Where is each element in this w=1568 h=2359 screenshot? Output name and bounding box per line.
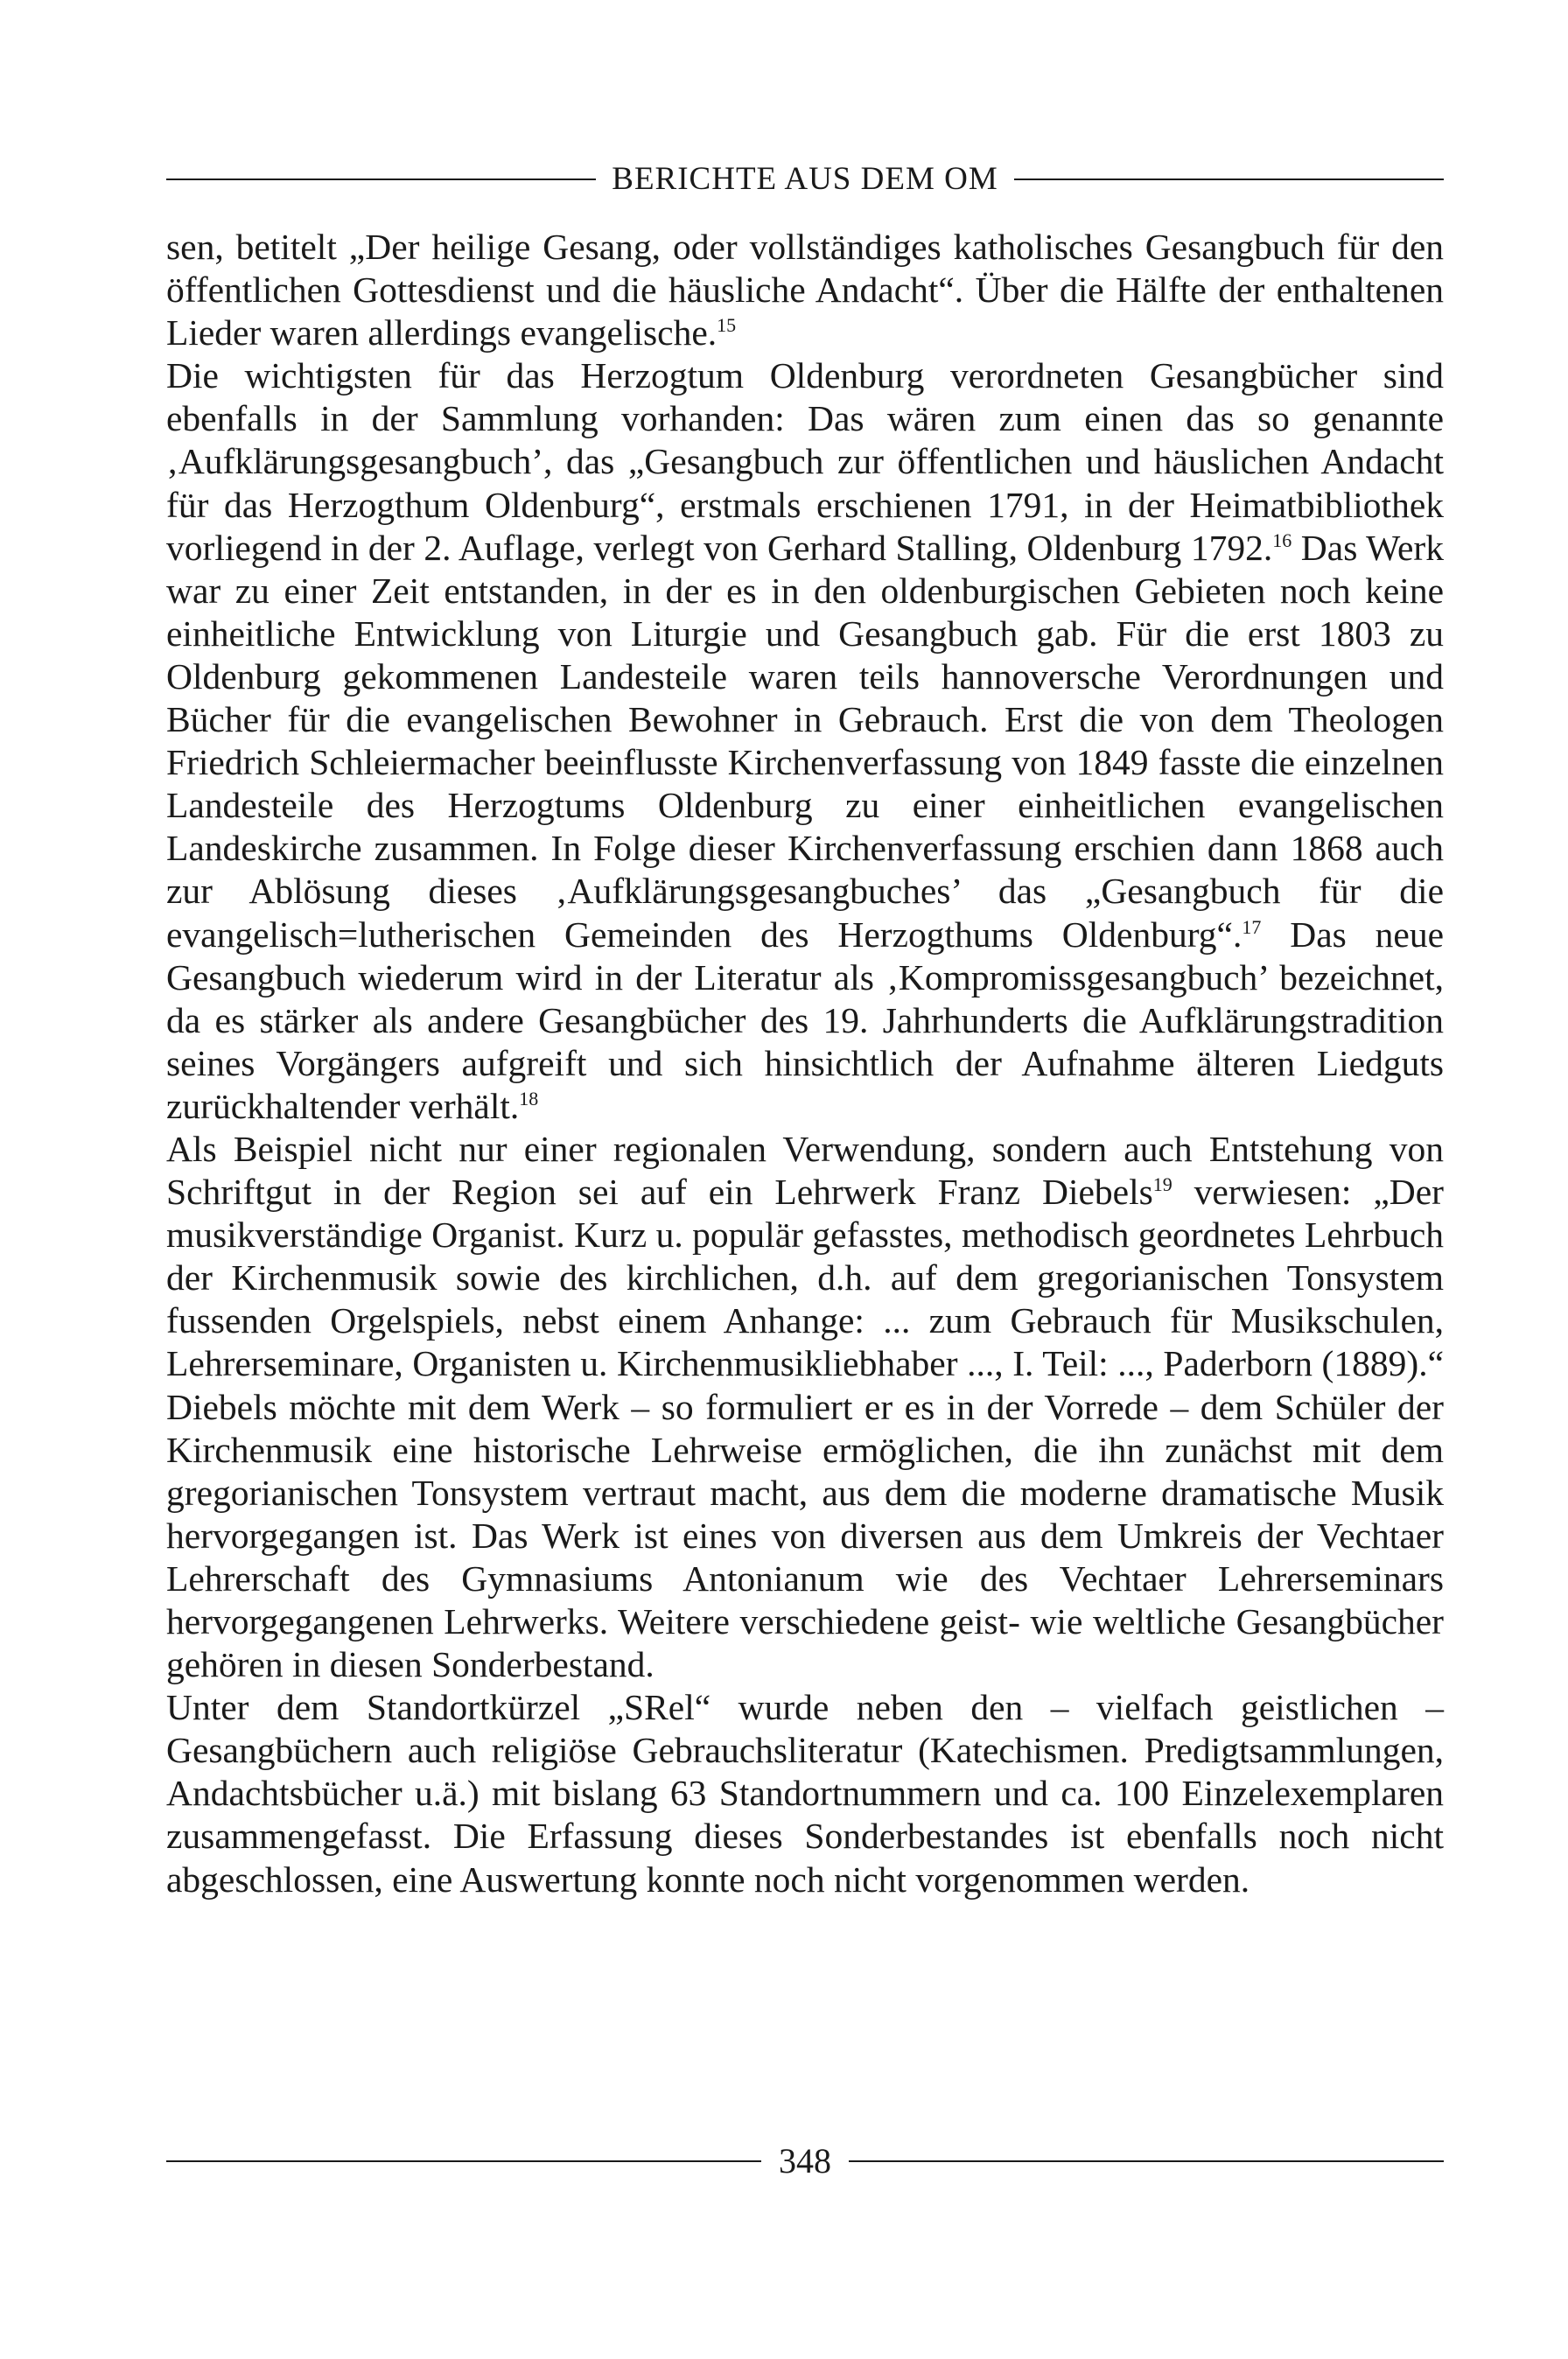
- paragraph-text: Unter dem Standortkürzel „SRel“ wurde neben den – vielfach geistlichen – Gesangbüchern auch religiöse Gebrauchsliteratur (Katechismen. Predigtsammlungen, Andachtsbücher u.ä.) mit bislang 63 Standortnummern und ca. 100 Einzelexemplaren zusammengefasst. Die Erfassung dieses Sonderbestandes ist ebenfalls noch nicht abgeschlossen, eine Auswertung konnte noch nicht vorgenommen werden.: [166, 1687, 1444, 1900]
- footnote-ref: 16: [1272, 528, 1292, 551]
- header-rule-right: [1014, 178, 1444, 180]
- footnote-ref: 18: [519, 1088, 539, 1110]
- footnote-ref: 15: [717, 314, 737, 337]
- paragraph: [166, 1686, 1444, 1900]
- paragraph-text: Das neue Gesangbuch wiederum wird in der Literatur als ‚Kompromissgesangbuch’ bezeichnet, da es stärker als andere Gesangbücher des 19. Jahrhunderts die Aufklärungstradition seines Vorgängers aufgreift und sich hinsichtlich der Aufnahme älteren Liedguts zurückhaltender verhält.: [166, 914, 1444, 1126]
- footnote-ref: 17: [1242, 915, 1262, 938]
- footer-rule-left: [166, 2160, 761, 2162]
- body-text: [166, 226, 1444, 1901]
- paragraph-text: sen, betitelt „Der heilige Gesang, oder vollständiges katholisches Gesangbuch für den öffentlichen Gottesdienst und die häusliche Andacht“. Über die Hälfte der enthaltenen Lieder waren allerdings evangelische.: [166, 227, 1444, 354]
- paragraph-text: Die wichtigsten für das Herzogtum Oldenburg verordneten Gesangbücher sind ebenfalls in der Sammlung vorhanden: Das wären zum einen das so genannte ‚Aufklärungsgesangbuch’, das „Gesangbuch zur öffentlichen und häuslichen Andacht für das Herzogthum Oldenburg“, erstmals erschienen 1791, in der Heimatbibliothek vorliegend in der 2. Auflage, verlegt von Gerhard Stalling, Oldenburg 1792.: [166, 355, 1444, 568]
- paragraph: [166, 226, 1444, 354]
- paragraph: [166, 1128, 1444, 1686]
- page-footer: [166, 2141, 1444, 2180]
- footnote-ref: 19: [1152, 1173, 1172, 1196]
- paragraph-text: Das Werk war zu einer Zeit entstanden, in der es in den oldenburgischen Gebieten noch keine einheitliche Entwicklung von Liturgie und Gesangbuch gab. Für die erst 1803 zu Oldenburg gekommenen Landesteile waren teils hannoversche Verordnungen und Bücher für die evangelischen Bewohner in Gebrauch. Erst die von dem Theologen Friedrich Schleiermacher beeinflusste Kirchenverfassung von 1849 fasste die einzelnen Landesteile des Herzogtums Oldenburg zu einer einheitlichen evangelischen Landeskirche zusammen. In Folge dieser Kirchenverfassung erschien dann 1868 auch zur Ablösung dieses ‚Aufklärungsgesangbuches’ das „Gesangbuch für die evangelisch=lutherischen Gemeinden des Herzogthums Oldenburg“.: [166, 527, 1444, 955]
- paragraph-text: verwiesen: „Der musikverständige Organist. Kurz u. populär gefasstes, methodisch geordnetes Lehrbuch der Kirchenmusik sowie des kirchlichen, d.h. auf dem gregorianischen Tonsystem fussenden Orgelspiels, nebst einem Anhange: ... zum Gebrauch für Musikschulen, Lehrerseminare, Organisten u. Kirchenmusikliebhaber ..., I. Teil: ..., Paderborn (1889).“ Diebels möchte mit dem Werk – so formuliert er es in der Vorrede – dem Schüler der Kirchenmusik eine historische Lehrweise ermöglichen, die ihn zunächst mit dem gregorianischen Tonsystem vertraut macht, aus dem die moderne dramatische Musik hervorgegangen ist. Das Werk ist eines von diversen aus dem Umkreis der Vechtaer Lehrerschaft des Gymnasiums Antonianum wie des Vechtaer Lehrerseminars hervorgegangenen Lehrwerks. Weitere verschiedene geist- wie weltliche Gesangbücher gehören in diesen Sonderbestand.: [166, 1172, 1444, 1685]
- footer-rule-right: [849, 2160, 1444, 2162]
- running-title: BERICHTE AUS DEM OM: [612, 161, 998, 197]
- header-rule-left: [166, 178, 596, 180]
- running-header: [166, 163, 1444, 195]
- paragraph-text: Als Beispiel nicht nur einer regionalen Verwendung, sondern auch Entstehung von Schriftgut in der Region sei auf ein Lehrwerk Franz Diebels: [166, 1128, 1444, 1213]
- page-number: 348: [779, 2141, 831, 2180]
- paragraph: [166, 354, 1444, 1128]
